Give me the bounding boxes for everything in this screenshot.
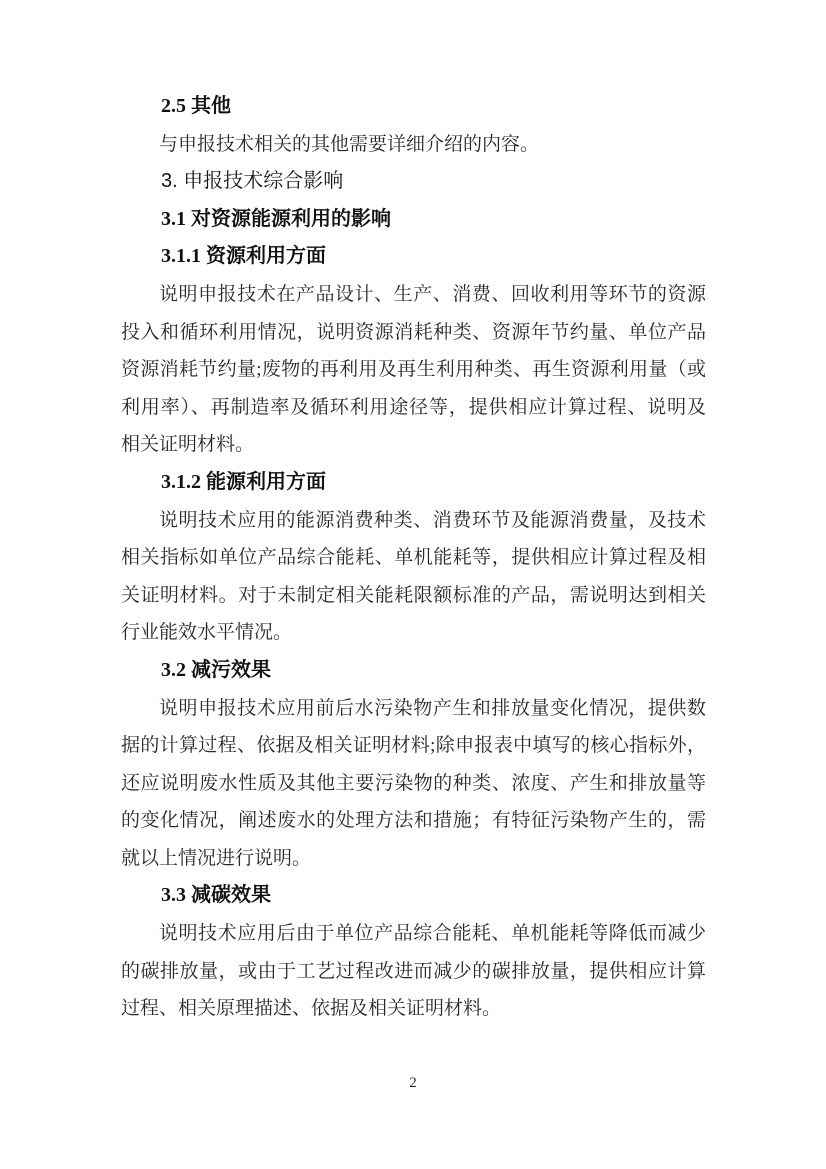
paragraph-line: 还应说明废水性质及其他主要污染物的种类、浓度、产生和排放量等 [121,772,706,794]
document-content [121,88,706,1028]
heading-3-overall-impact: 3. 申报技术综合影响 [161,170,344,193]
heading-3-1-2-energy-use: 3.1.2 能源利用方面 [161,470,326,493]
paragraph-line: 据的计算过程、依据及相关证明材料;除申报表中填写的核心指标外， [121,735,706,757]
page-number: 2 [409,1075,417,1091]
heading-3-1-1-resource-use: 3.1.1 资源利用方面 [161,245,326,268]
paragraph-line: 的碳排放量，或由于工艺过程改进而减少的碳排放量，提供相应计算 [121,960,706,982]
paragraph-3-1-2 [121,502,706,652]
paragraph-line: 利用率）、再制造率及循环利用途径等，提供相应计算过程、说明及 [121,396,706,418]
paragraph-line: 说明申报技术应用前后水污染物产生和排放量变化情况，提供数 [159,697,706,719]
paragraph-line: 相关证明材料。 [121,434,255,456]
paragraph-line: 关证明材料。对于未制定相关能耗限额标准的产品，需说明达到相关 [121,584,706,606]
paragraph-line: 相关指标如单位产品综合能耗、单机能耗等，提供相应计算过程及相 [121,547,706,569]
page-footer [0,1072,826,1094]
paragraph-3-2 [121,690,706,878]
paragraph-2-5 [121,126,706,164]
paragraph-3-3 [121,915,706,1028]
paragraph-line: 与申报技术相关的其他需要详细介绍的内容。 [159,133,540,155]
paragraph-line: 投入和循环利用情况，说明资源消耗种类、资源年节约量、单位产品 [121,321,706,343]
heading-3-1-resource-energy-impact: 3.1 对资源能源利用的影响 [161,207,391,230]
heading-3-3-carbon-reduction: 3.3 减碳效果 [161,884,271,907]
paragraph-line: 过程、相关原理描述、依据及相关证明材料。 [121,998,502,1020]
paragraph-line: 说明技术应用后由于单位产品综合能耗、单机能耗等降低而减少 [159,923,706,945]
heading-2-5-other: 2.5 其他 [161,95,231,117]
paragraph-line: 说明申报技术在产品设计、生产、消费、回收利用等环节的资源 [159,283,706,305]
paragraph-line: 的变化情况，阐述废水的处理方法和措施；有特征污染物产生的，需 [121,810,706,832]
paragraph-line: 说明技术应用的能源消费种类、消费环节及能源消费量，及技术 [159,509,706,531]
paragraph-line: 行业能效水平情况。 [121,622,293,644]
paragraph-3-1-1 [121,276,706,464]
heading-3-2-pollution-reduction: 3.2 减污效果 [161,658,271,681]
paragraph-line: 资源消耗节约量;废物的再利用及再生利用种类、再生资源利用量（或 [121,359,706,381]
paragraph-line: 就以上情况进行说明。 [121,847,312,869]
